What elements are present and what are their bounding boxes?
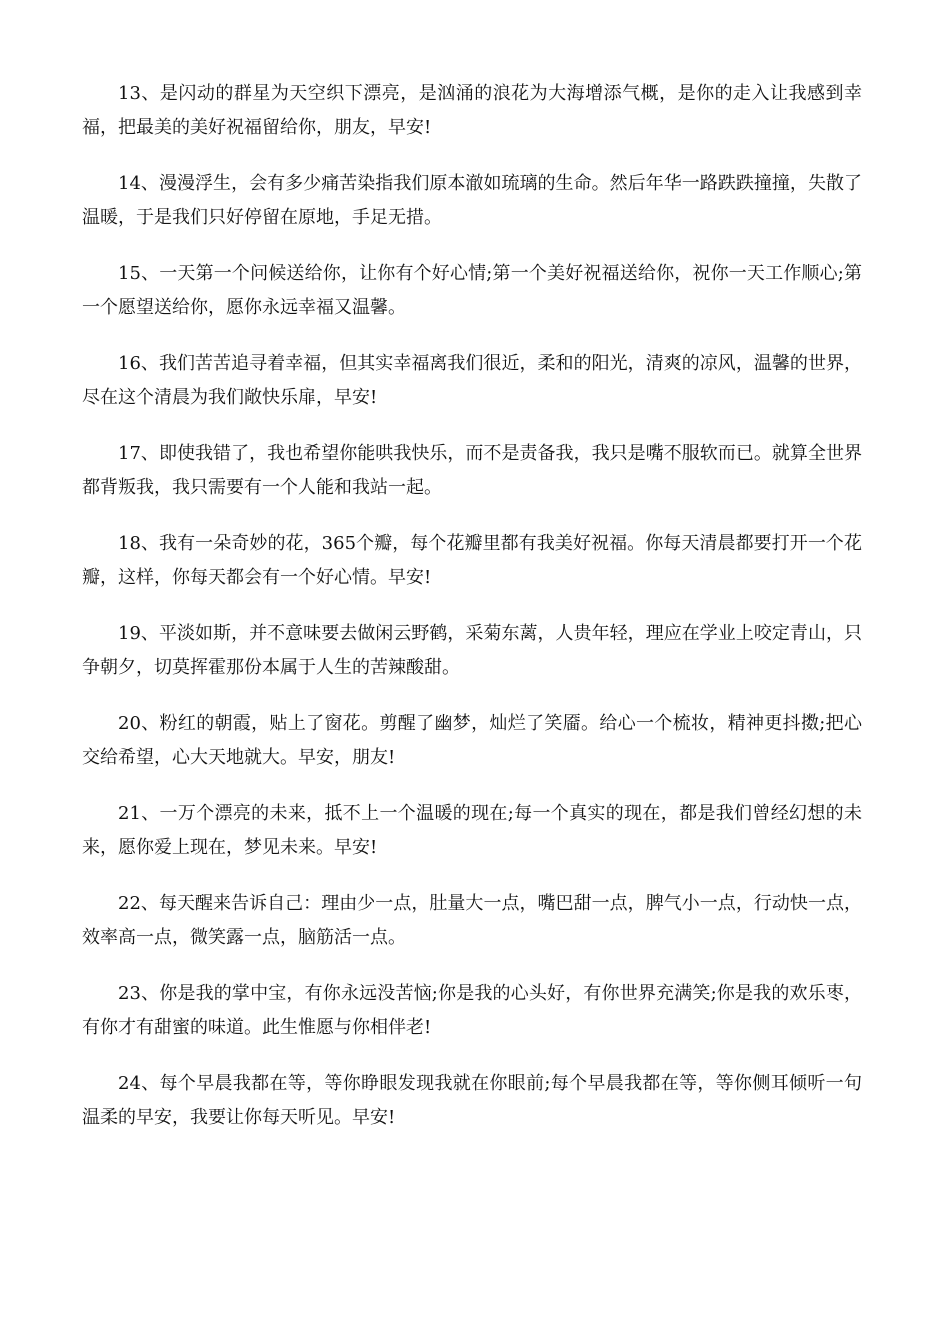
paragraph-18: 18、我有一朵奇妙的花，365个瓣，每个花瓣里都有我美好祝福。你每天清晨都要打开一个花瓣，这样，你每天都会有一个好心情。早安! [82,533,862,588]
paragraph-15: 15、一天第一个问候送给你，让你有个好心情;第一个美好祝福送给你，祝你一天工作顺心;第一个愿望送给你，愿你永远幸福又温馨。 [82,263,862,318]
paragraph-21: 21、一万个漂亮的未来，抵不上一个温暖的现在;每一个真实的现在，都是我们曾经幻想的未来，愿你爱上现在，梦见未来。早安! [82,803,862,858]
paragraph-17: 17、即使我错了，我也希望你能哄我快乐，而不是责备我，我只是嘴不服软而已。就算全世界都背叛我，我只需要有一个人能和我站一起。 [82,443,862,498]
document-body [82,77,862,1157]
paragraph-22: 22、每天醒来告诉自己：理由少一点，肚量大一点，嘴巴甜一点，脾气小一点，行动快一点，效率高一点，微笑露一点，脑筋活一点。 [82,893,862,948]
paragraph-19: 19、平淡如斯，并不意味要去做闲云野鹤，采菊东蓠，人贵年轻，理应在学业上咬定青山，只争朝夕，切莫挥霍那份本属于人生的苦辣酸甜。 [82,623,862,678]
paragraph-16: 16、我们苦苦追寻着幸福，但其实幸福离我们很近，柔和的阳光，清爽的凉风，温馨的世界，尽在这个清晨为我们敞快乐扉，早安! [82,353,862,408]
paragraph-20: 20、粉红的朝霞，贴上了窗花。剪醒了幽梦，灿烂了笑靥。给心一个梳妆，精神更抖擞;把心交给希望，心大天地就大。早安，朋友! [82,713,862,768]
paragraph-24: 24、每个早晨我都在等，等你睁眼发现我就在你眼前;每个早晨我都在等，等你侧耳倾听一句温柔的早安，我要让你每天听见。早安! [82,1073,862,1128]
paragraph-23: 23、你是我的掌中宝，有你永远没苦恼;你是我的心头好，有你世界充满笑;你是我的欢乐枣，有你才有甜蜜的味道。此生惟愿与你相伴老! [82,983,862,1038]
paragraph-13: 13、是闪动的群星为天空织下漂亮，是汹涌的浪花为大海增添气概，是你的走入让我感到幸福，把最美的美好祝福留给你，朋友，早安! [82,83,862,138]
paragraph-14: 14、漫漫浮生，会有多少痛苦染指我们原本澈如琉璃的生命。然后年华一路跌跌撞撞，失散了温暖，于是我们只好停留在原地，手足无措。 [82,173,862,228]
